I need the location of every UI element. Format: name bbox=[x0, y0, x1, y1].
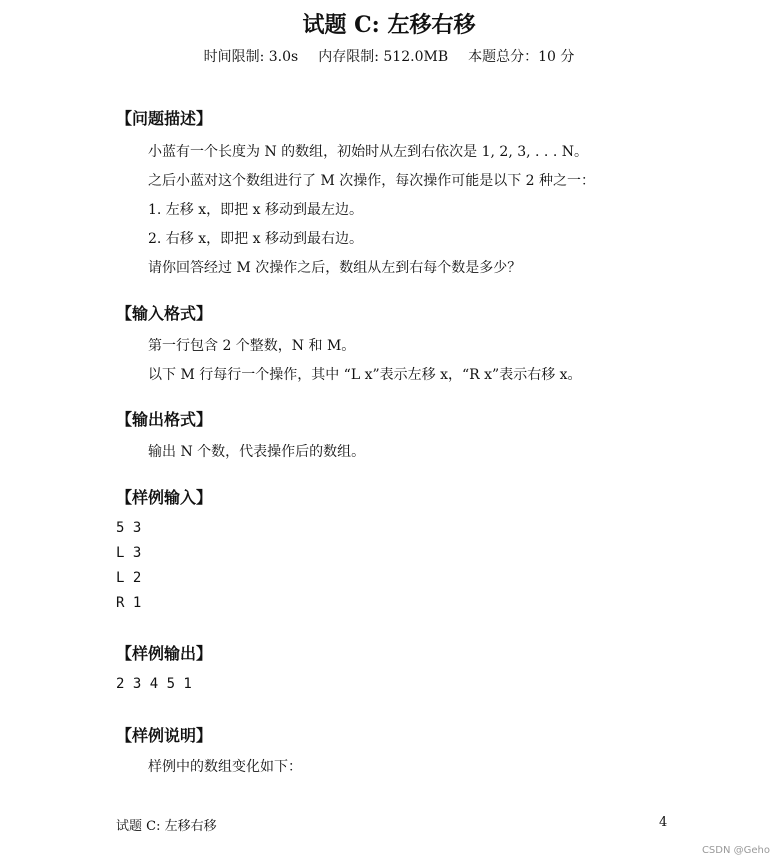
input-format-heading: 【输入格式】 bbox=[116, 304, 213, 323]
input-format-line: 以下 M 行每行一个操作，其中 “L x”表示左移 x，“R x”表示右移 x。 bbox=[148, 367, 582, 383]
problem-title: 试题 C: 左移右移 bbox=[302, 12, 476, 38]
sample-input-line: R 1 bbox=[116, 595, 142, 611]
sample-input-line: L 3 bbox=[116, 545, 142, 561]
footer-title: 试题 C: 左移右移 bbox=[116, 819, 217, 834]
output-format-heading: 【输出格式】 bbox=[116, 410, 213, 429]
problem-meta bbox=[0, 46, 778, 66]
sample-input-line: 5 3 bbox=[116, 520, 142, 536]
total-score: 本题总分：10 分 bbox=[468, 49, 575, 65]
sample-output-line: 2 3 4 5 1 bbox=[116, 676, 192, 692]
description-line: 2. 右移 x，即把 x 移动到最右边。 bbox=[148, 231, 363, 247]
sample-explanation-heading: 【样例说明】 bbox=[116, 726, 213, 745]
description-line: 之后小蓝对这个数组进行了 M 次操作，每次操作可能是以下 2 种之一： bbox=[148, 173, 596, 189]
sample-input-line: L 2 bbox=[116, 570, 142, 586]
description-line: 1. 左移 x，即把 x 移动到最左边。 bbox=[148, 202, 363, 218]
input-format-line: 第一行包含 2 个整数，N 和 M。 bbox=[148, 338, 356, 354]
description-heading: 【问题描述】 bbox=[116, 109, 213, 128]
sample-explanation-line: 样例中的数组变化如下： bbox=[148, 759, 302, 775]
output-format-line: 输出 N 个数，代表操作后的数组。 bbox=[148, 444, 366, 460]
time-limit: 时间限制: 3.0s bbox=[203, 49, 299, 65]
page-number: 4 bbox=[659, 815, 668, 830]
description-line: 请你回答经过 M 次操作之后，数组从左到右每个数是多少？ bbox=[148, 260, 522, 276]
sample-input-heading: 【样例输入】 bbox=[116, 488, 213, 507]
memory-limit: 内存限制: 512.0MB bbox=[318, 49, 449, 65]
sample-output-heading: 【样例输出】 bbox=[116, 644, 213, 663]
watermark: CSDN @Geho bbox=[701, 845, 770, 856]
description-line: 小蓝有一个长度为 N 的数组，初始时从左到右依次是 1, 2, 3, . . . N。 bbox=[148, 144, 588, 160]
